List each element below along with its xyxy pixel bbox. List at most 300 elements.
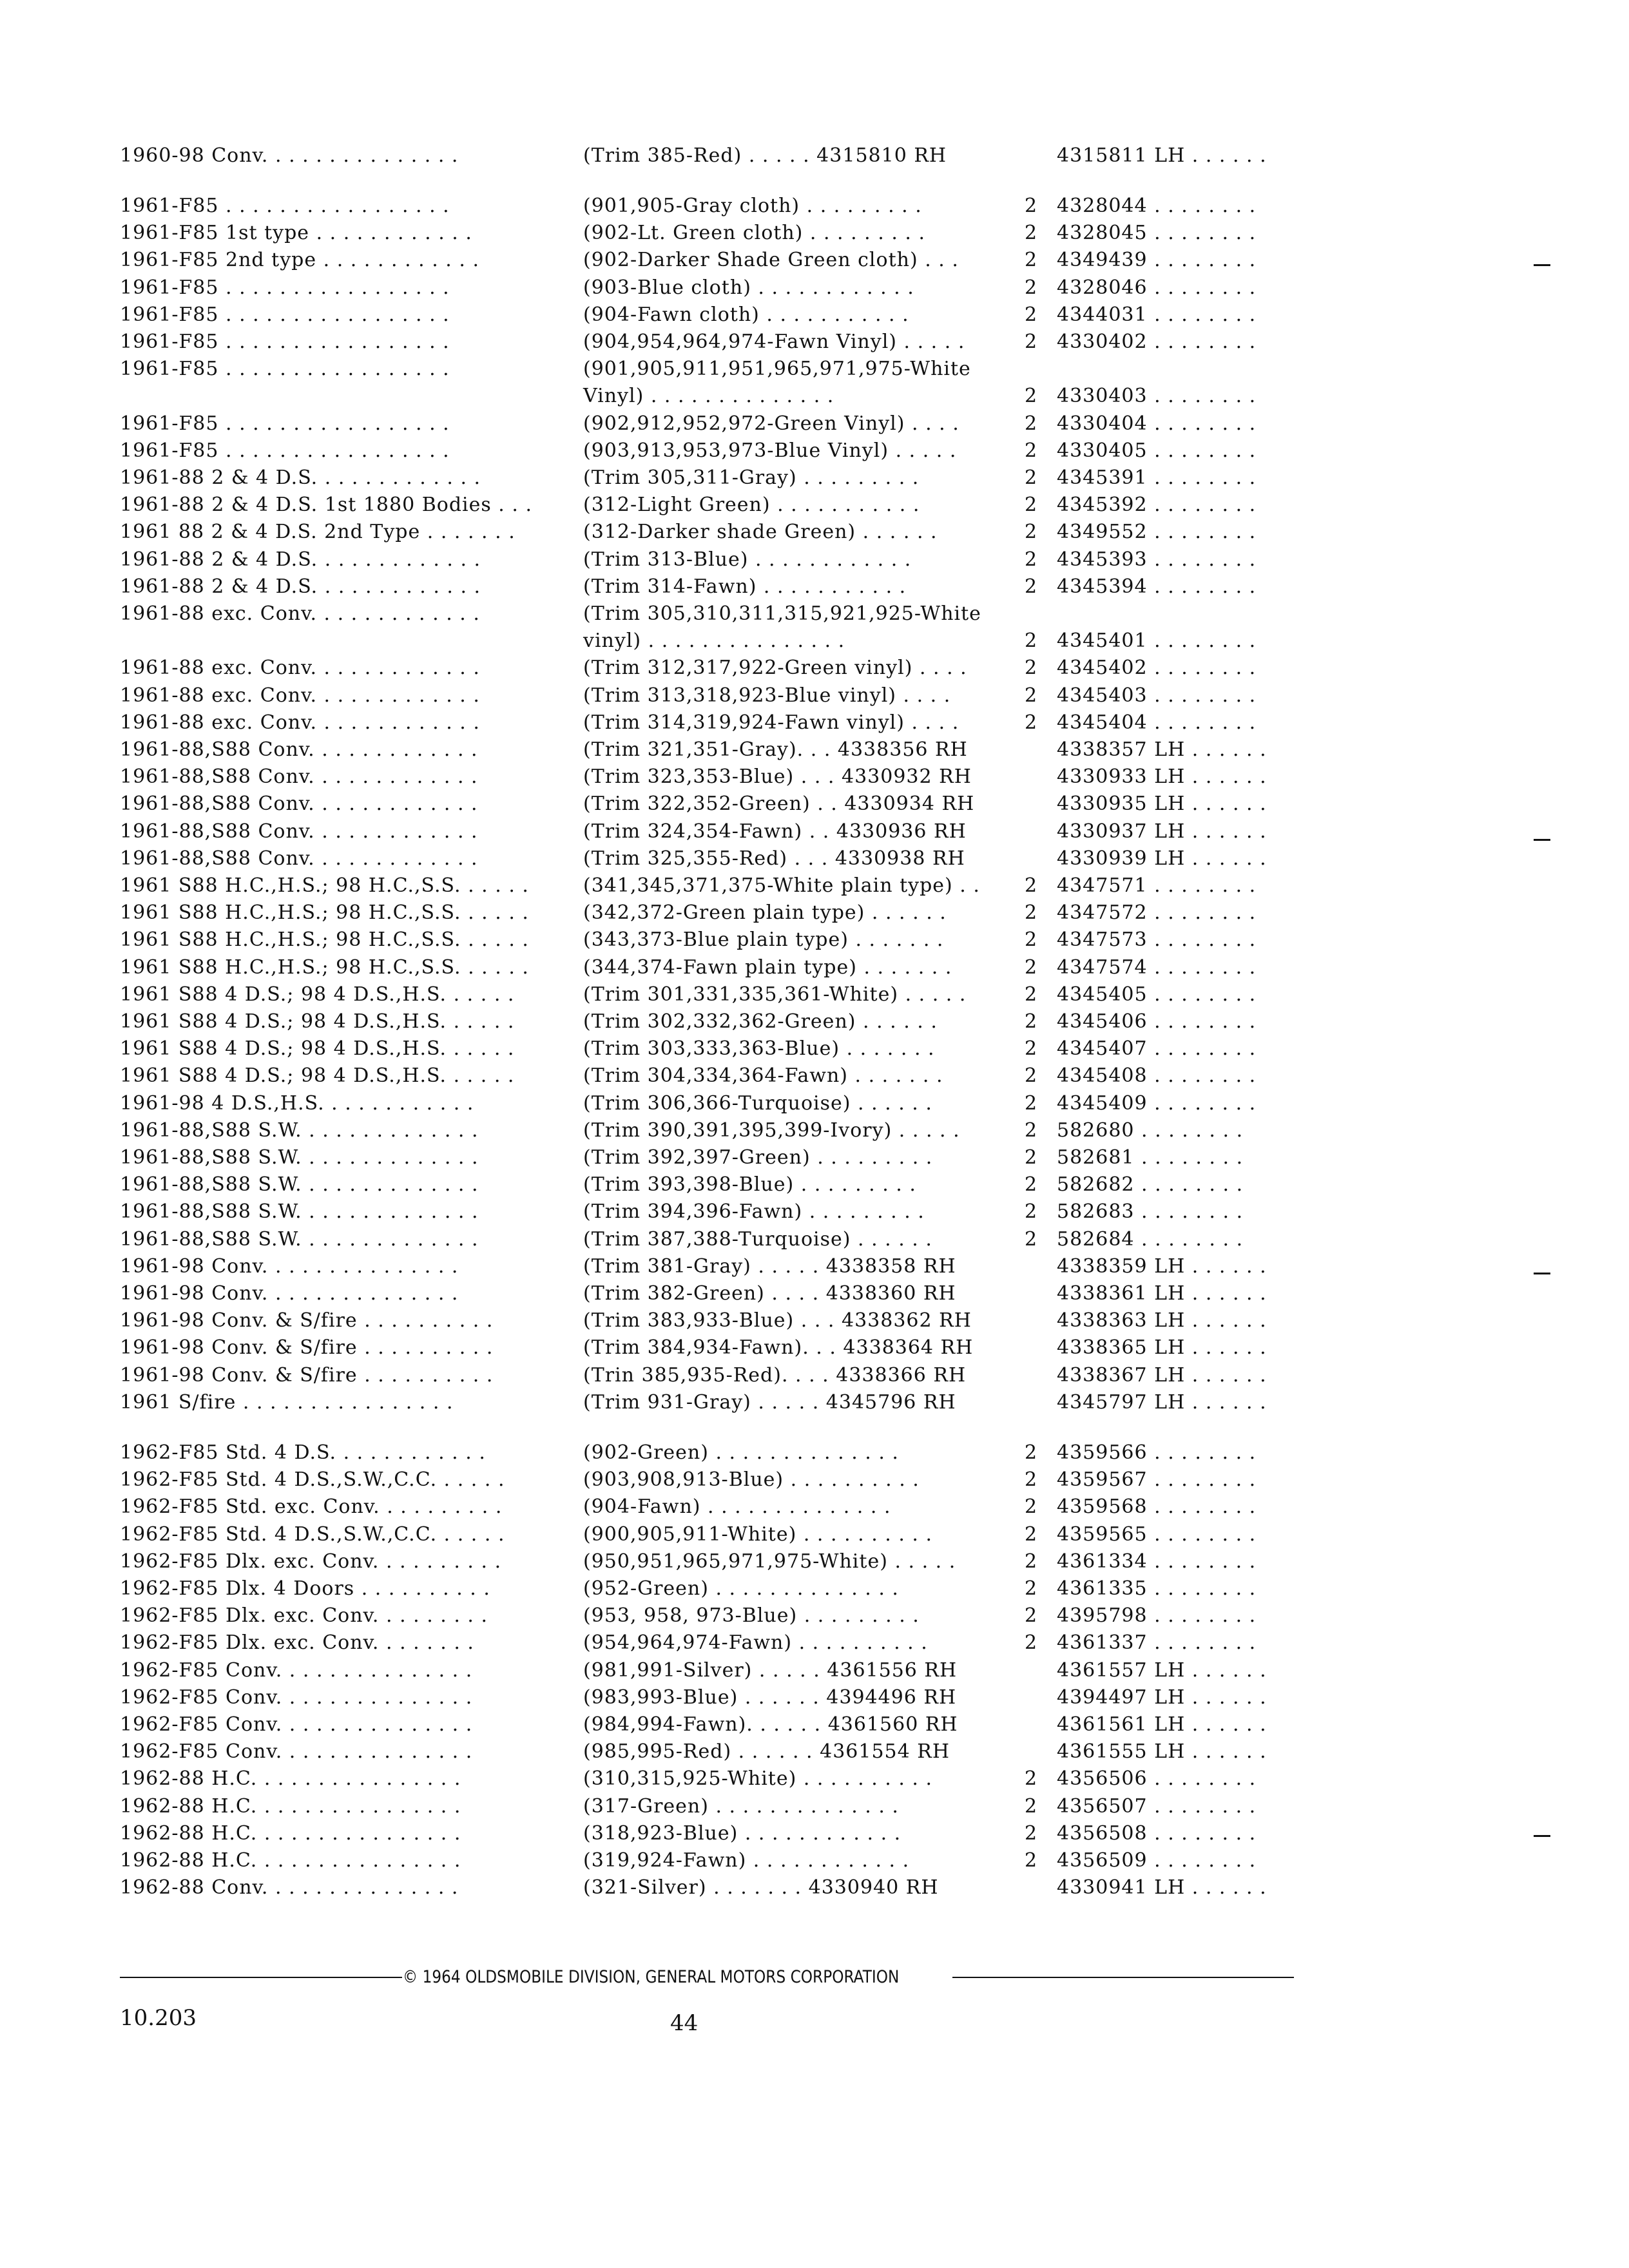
part-number-cell: 4345401 . . . . . . . . — [1057, 629, 1257, 652]
part-number-cell: 4345394 . . . . . . . . — [1057, 575, 1257, 598]
model-cell: 1961 88 2 & 4 D.S. 2nd Type . . . . . . . — [120, 521, 516, 543]
trim-cell: (Trim 325,355-Red) . . . 4330938 RH — [583, 847, 965, 870]
part-number-cell: 4394497 LH . . . . . . — [1057, 1686, 1267, 1709]
model-cell: 1961-98 Conv. . . . . . . . . . . . . . . — [120, 1282, 459, 1305]
part-number-cell: 4338367 LH . . . . . . — [1057, 1364, 1267, 1387]
quantity-cell: 2 — [1025, 1092, 1037, 1115]
model-cell: 1961-98 Conv. & S/fire . . . . . . . . . . — [120, 1309, 494, 1332]
model-cell: 1961-F85 . . . . . . . . . . . . . . . . . — [120, 195, 450, 217]
model-cell: 1961 S88 H.C.,H.S.; 98 H.C.,S.S. . . . . . — [120, 928, 529, 951]
quantity-cell: 2 — [1025, 222, 1037, 244]
part-number-cell: 4330935 LH . . . . . . — [1057, 793, 1267, 815]
quantity-cell: 2 — [1025, 928, 1037, 951]
quantity-cell: 2 — [1025, 1577, 1037, 1600]
quantity-cell: 2 — [1025, 1228, 1037, 1251]
part-number-cell: 4338365 LH . . . . . . — [1057, 1336, 1267, 1359]
part-number-cell: 4356507 . . . . . . . . — [1057, 1795, 1257, 1818]
catalog-row — [0, 1091, 1629, 1117]
trim-cell: (310,315,925-White) . . . . . . . . . . — [583, 1767, 933, 1790]
catalog-row — [0, 1199, 1629, 1225]
model-cell: 1961-98 Conv. . . . . . . . . . . . . . . — [120, 1255, 459, 1278]
catalog-row — [0, 465, 1629, 491]
model-cell: 1961-88,S88 Conv. . . . . . . . . . . . . — [120, 847, 478, 870]
part-number-cell: 4330941 LH . . . . . . — [1057, 1876, 1267, 1899]
quantity-cell: 2 — [1025, 1064, 1037, 1087]
trim-cell: (Trim 394,396-Fawn) . . . . . . . . . — [583, 1200, 925, 1223]
model-cell: 1962-88 H.C. . . . . . . . . . . . . . . . — [120, 1849, 461, 1872]
trim-cell: (Trim 314,319,924-Fawn vinyl) . . . . — [583, 711, 959, 734]
model-cell: 1962-F85 Std. 4 D.S.,S.W.,C.C. . . . . . — [120, 1523, 505, 1546]
model-cell: 1961 S88 4 D.S.; 98 4 D.S.,H.S. . . . . . — [120, 1064, 515, 1087]
trim-cell: (Trim 306,366-Turquoise) . . . . . . — [583, 1092, 932, 1115]
quantity-cell: 2 — [1025, 575, 1037, 598]
catalog-row — [0, 143, 1629, 169]
catalog-row — [0, 1036, 1629, 1062]
trim-cell: (Trim 305,311-Gray) . . . . . . . . . — [583, 466, 920, 489]
copyright-notice: © 1964 OLDSMOBILE DIVISION, GENERAL MOTORS CORPORATION — [403, 1967, 900, 1987]
trim-cell: (985,995-Red) . . . . . . 4361554 RH — [583, 1740, 950, 1763]
trim-cell: (903,908,913-Blue) . . . . . . . . . . — [583, 1468, 920, 1491]
trim-cell: (903-Blue cloth) . . . . . . . . . . . . — [583, 276, 914, 299]
model-cell: 1961-F85 . . . . . . . . . . . . . . . . . — [120, 412, 450, 435]
catalog-row — [0, 302, 1629, 328]
model-cell: 1962-88 H.C. . . . . . . . . . . . . . . . — [120, 1795, 461, 1818]
part-number-cell: 4345392 . . . . . . . . — [1057, 494, 1257, 516]
trim-cell: (Trim 313,318,923-Blue vinyl) . . . . — [583, 684, 951, 707]
trim-cell: (902-Darker Shade Green cloth) . . . — [583, 249, 959, 271]
part-number-cell: 4356506 . . . . . . . . — [1057, 1767, 1257, 1790]
catalog-row — [0, 247, 1629, 273]
trim-cell: (981,991-Silver) . . . . . 4361556 RH — [583, 1659, 958, 1682]
catalog-row — [0, 547, 1629, 573]
trim-cell: (902-Green) . . . . . . . . . . . . . . — [583, 1441, 899, 1464]
model-cell: 1961-F85 . . . . . . . . . . . . . . . . . — [120, 303, 450, 326]
model-cell: 1961-F85 2nd type . . . . . . . . . . . . — [120, 249, 479, 271]
quantity-cell: 2 — [1025, 331, 1037, 353]
part-number-cell: 4361337 . . . . . . . . — [1057, 1631, 1257, 1654]
trim-cell: (Trim 304,334,364-Fawn) . . . . . . . — [583, 1064, 943, 1087]
catalog-row — [0, 1712, 1629, 1738]
quantity-cell: 2 — [1025, 684, 1037, 707]
model-cell: 1961 S88 H.C.,H.S.; 98 H.C.,S.S. . . . . . — [120, 901, 529, 924]
part-number-cell: 4347572 . . . . . . . . — [1057, 901, 1257, 924]
margin-mark — [1534, 1273, 1550, 1274]
quantity-cell: 2 — [1025, 1010, 1037, 1033]
trim-cell: (Trim 324,354-Fawn) . . 4330936 RH — [583, 820, 967, 843]
catalog-row — [0, 574, 1629, 600]
part-number-cell: 582681 . . . . . . . . — [1057, 1146, 1244, 1169]
catalog-row — [0, 737, 1629, 763]
catalog-row — [0, 1172, 1629, 1198]
catalog-row — [0, 900, 1629, 926]
quantity-cell: 2 — [1025, 901, 1037, 924]
quantity-cell: 2 — [1025, 1631, 1037, 1654]
part-number-cell: 4345408 . . . . . . . . — [1057, 1064, 1257, 1087]
quantity-cell: 2 — [1025, 1822, 1037, 1845]
trim-cell: (984,994-Fawn). . . . . . 4361560 RH — [583, 1713, 958, 1736]
catalog-row — [0, 1685, 1629, 1711]
quantity-cell: 2 — [1025, 1146, 1037, 1169]
model-cell: 1961-88 exc. Conv. . . . . . . . . . . . . — [120, 711, 480, 734]
trim-cell: (318,923-Blue) . . . . . . . . . . . . — [583, 1822, 901, 1845]
part-number-cell: 4349439 . . . . . . . . — [1057, 249, 1257, 271]
quantity-cell: 2 — [1025, 521, 1037, 543]
catalog-row — [0, 383, 1629, 409]
model-cell: 1962-F85 Dlx. exc. Conv. . . . . . . . . — [120, 1604, 488, 1627]
catalog-row — [0, 1390, 1629, 1416]
model-cell: 1962-F85 Conv. . . . . . . . . . . . . . . — [120, 1659, 473, 1682]
model-cell: 1961-98 Conv. & S/fire . . . . . . . . . . — [120, 1336, 494, 1359]
quantity-cell: 2 — [1025, 1523, 1037, 1546]
quantity-cell: 2 — [1025, 1604, 1037, 1627]
model-cell: 1962-F85 Conv. . . . . . . . . . . . . . . — [120, 1713, 473, 1736]
part-number-cell: 4345409 . . . . . . . . — [1057, 1092, 1257, 1115]
section-number: 10.203 — [120, 2005, 197, 2031]
part-number-cell: 4338361 LH . . . . . . — [1057, 1282, 1267, 1305]
catalog-row — [0, 791, 1629, 817]
quantity-cell: 2 — [1025, 1795, 1037, 1818]
part-number-cell: 4330405 . . . . . . . . — [1057, 439, 1257, 462]
quantity-cell: 2 — [1025, 1849, 1037, 1872]
trim-cell: (343,373-Blue plain type) . . . . . . . — [583, 928, 944, 951]
catalog-row — [0, 655, 1629, 681]
model-cell: 1962-88 H.C. . . . . . . . . . . . . . . . — [120, 1767, 461, 1790]
model-cell: 1961-88,S88 Conv. . . . . . . . . . . . . — [120, 738, 478, 761]
quantity-cell: 2 — [1025, 1767, 1037, 1790]
part-number-cell: 4345407 . . . . . . . . — [1057, 1037, 1257, 1060]
catalog-row — [0, 519, 1629, 545]
trim-cell: (344,374-Fawn plain type) . . . . . . . — [583, 956, 952, 979]
model-cell: 1962-F85 Dlx. 4 Doors . . . . . . . . . . — [120, 1577, 490, 1600]
model-cell: 1962-F85 Conv. . . . . . . . . . . . . . . — [120, 1740, 473, 1763]
model-cell: 1962-88 Conv. . . . . . . . . . . . . . . — [120, 1876, 459, 1899]
model-cell: 1961-F85 . . . . . . . . . . . . . . . . . — [120, 331, 450, 353]
model-cell: 1962-F85 Dlx. exc. Conv. . . . . . . . — [120, 1631, 474, 1654]
part-number-cell: 4330933 LH . . . . . . — [1057, 765, 1267, 788]
quantity-cell: 2 — [1025, 303, 1037, 326]
model-cell: 1961-88 2 & 4 D.S. 1st 1880 Bodies . . . — [120, 494, 532, 516]
part-number-cell: 4345391 . . . . . . . . — [1057, 466, 1257, 489]
quantity-cell: 2 — [1025, 195, 1037, 217]
catalog-row — [0, 1603, 1629, 1629]
catalog-row — [0, 1335, 1629, 1361]
part-number-cell: 4345393 . . . . . . . . — [1057, 548, 1257, 571]
trim-cell: (900,905,911-White) . . . . . . . . . . — [583, 1523, 933, 1546]
trim-cell: (954,964,974-Fawn) . . . . . . . . . . — [583, 1631, 928, 1654]
part-number-cell: 4345405 . . . . . . . . — [1057, 983, 1257, 1006]
trim-cell: (901,905,911,951,965,971,975-White — [583, 358, 971, 380]
trim-cell: (Trim 382-Green) . . . . 4338360 RH — [583, 1282, 956, 1305]
trim-cell: (950,951,965,971,975-White) . . . . . — [583, 1550, 956, 1573]
model-cell: 1961 S88 4 D.S.; 98 4 D.S.,H.S. . . . . . — [120, 1010, 515, 1033]
catalog-row — [0, 1630, 1629, 1656]
part-number-cell: 4330939 LH . . . . . . — [1057, 847, 1267, 870]
part-number-cell: 4359566 . . . . . . . . — [1057, 1441, 1257, 1464]
trim-cell: Vinyl) . . . . . . . . . . . . . . — [583, 385, 834, 407]
quantity-cell: 2 — [1025, 1119, 1037, 1142]
trim-cell: (Trim 387,388-Turquoise) . . . . . . — [583, 1228, 932, 1251]
part-number-cell: 4345402 . . . . . . . . — [1057, 657, 1257, 679]
quantity-cell: 2 — [1025, 249, 1037, 271]
model-cell: 1961-88,S88 S.W. . . . . . . . . . . . . . — [120, 1200, 479, 1223]
quantity-cell: 2 — [1025, 466, 1037, 489]
catalog-row — [0, 1118, 1629, 1144]
trim-cell: (Trim 301,331,335,361-White) . . . . . — [583, 983, 967, 1006]
trim-cell: vinyl) . . . . . . . . . . . . . . . — [583, 629, 845, 652]
model-cell: 1961 S88 4 D.S.; 98 4 D.S.,H.S. . . . . . — [120, 1037, 515, 1060]
part-number-cell: 582684 . . . . . . . . — [1057, 1228, 1244, 1251]
quantity-cell: 2 — [1025, 629, 1037, 652]
margin-mark — [1534, 264, 1550, 266]
catalog-row — [0, 764, 1629, 790]
part-number-cell: 4344031 . . . . . . . . — [1057, 303, 1257, 326]
quantity-cell: 2 — [1025, 956, 1037, 979]
catalog-row — [0, 1549, 1629, 1575]
trim-cell: (342,372-Green plain type) . . . . . . — [583, 901, 947, 924]
model-cell: 1961-88 exc. Conv. . . . . . . . . . . . . — [120, 684, 480, 707]
catalog-row — [0, 955, 1629, 981]
model-cell: 1962-88 H.C. . . . . . . . . . . . . . . . — [120, 1822, 461, 1845]
trim-cell: (904,954,964,974-Fawn Vinyl) . . . . . — [583, 331, 965, 353]
part-number-cell: 4338359 LH . . . . . . — [1057, 1255, 1267, 1278]
trim-cell: (319,924-Fawn) . . . . . . . . . . . . — [583, 1849, 910, 1872]
quantity-cell: 2 — [1025, 548, 1037, 571]
model-cell: 1961-F85 . . . . . . . . . . . . . . . . . — [120, 276, 450, 299]
trim-cell: (Trim 303,333,363-Blue) . . . . . . . — [583, 1037, 935, 1060]
quantity-cell: 2 — [1025, 1200, 1037, 1223]
catalog-row — [0, 1063, 1629, 1089]
part-number-cell: 4356508 . . . . . . . . — [1057, 1822, 1257, 1845]
quantity-cell: 2 — [1025, 439, 1037, 462]
part-number-cell: 4330404 . . . . . . . . — [1057, 412, 1257, 435]
catalog-row — [0, 1848, 1629, 1874]
trim-cell: (904-Fawn cloth) . . . . . . . . . . . — [583, 303, 909, 326]
part-number-cell: 4359567 . . . . . . . . — [1057, 1468, 1257, 1491]
footer-rule-left — [120, 1977, 402, 1978]
catalog-row — [0, 329, 1629, 355]
catalog-row — [0, 846, 1629, 872]
trim-cell: (Trim 393,398-Blue) . . . . . . . . . — [583, 1173, 916, 1196]
catalog-row — [0, 1576, 1629, 1602]
model-cell: 1960-98 Conv. . . . . . . . . . . . . . . — [120, 144, 459, 167]
model-cell: 1962-F85 Std. 4 D.S.,S.W.,C.C. . . . . . — [120, 1468, 505, 1491]
catalog-row — [0, 1766, 1629, 1792]
catalog-row — [0, 1875, 1629, 1901]
trim-cell: (Trim 381-Gray) . . . . . 4338358 RH — [583, 1255, 956, 1278]
catalog-row — [0, 1522, 1629, 1548]
model-cell: 1961-88,S88 S.W. . . . . . . . . . . . . . — [120, 1228, 479, 1251]
trim-cell: (Trim 321,351-Gray). . . 4338356 RH — [583, 738, 968, 761]
catalog-row — [0, 356, 1629, 382]
model-cell: 1962-F85 Std. 4 D.S. . . . . . . . . . . . — [120, 1441, 486, 1464]
part-number-cell: 4345797 LH . . . . . . — [1057, 1391, 1267, 1414]
catalog-row — [0, 1009, 1629, 1035]
quantity-cell: 2 — [1025, 412, 1037, 435]
catalog-row — [0, 1658, 1629, 1684]
trim-cell: (Trim 302,332,362-Green) . . . . . . — [583, 1010, 938, 1033]
catalog-row — [0, 601, 1629, 627]
part-number-cell: 4361555 LH . . . . . . — [1057, 1740, 1267, 1763]
trim-cell: (321-Silver) . . . . . . . 4330940 RH — [583, 1876, 939, 1899]
part-number-cell: 4361335 . . . . . . . . — [1057, 1577, 1257, 1600]
trim-cell: (Trim 931-Gray) . . . . . 4345796 RH — [583, 1391, 956, 1414]
model-cell: 1961-F85 . . . . . . . . . . . . . . . . . — [120, 358, 450, 380]
trim-cell: (341,345,371,375-White plain type) . . — [583, 874, 980, 897]
trim-cell: (953, 958, 973-Blue) . . . . . . . . . — [583, 1604, 920, 1627]
model-cell: 1961-88,S88 Conv. . . . . . . . . . . . . — [120, 765, 478, 788]
trim-cell: (Trim 323,353-Blue) . . . 4330932 RH — [583, 765, 972, 788]
trim-cell: (903,913,953,973-Blue Vinyl) . . . . . — [583, 439, 957, 462]
model-cell: 1961-88,S88 S.W. . . . . . . . . . . . . . — [120, 1173, 479, 1196]
margin-mark — [1534, 839, 1550, 841]
model-cell: 1961-88 2 & 4 D.S. . . . . . . . . . . . . — [120, 466, 481, 489]
trim-cell: (Trim 384,934-Fawn). . . 4338364 RH — [583, 1336, 974, 1359]
trim-cell: (902,912,952,972-Green Vinyl) . . . . — [583, 412, 959, 435]
catalog-row — [0, 1308, 1629, 1334]
model-cell: 1962-F85 Std. exc. Conv. . . . . . . . . . — [120, 1495, 503, 1518]
model-cell: 1961 S88 H.C.,H.S.; 98 H.C.,S.S. . . . . . — [120, 874, 529, 897]
trim-cell: (904-Fawn) . . . . . . . . . . . . . . — [583, 1495, 891, 1518]
part-number-cell: 4347571 . . . . . . . . — [1057, 874, 1257, 897]
catalog-row — [0, 982, 1629, 1008]
trim-cell: (Trim 322,352-Green) . . 4330934 RH — [583, 793, 975, 815]
catalog-row — [0, 1440, 1629, 1466]
part-number-cell: 4328045 . . . . . . . . — [1057, 222, 1257, 244]
quantity-cell: 2 — [1025, 385, 1037, 407]
model-cell: 1961 S/fire . . . . . . . . . . . . . . . . — [120, 1391, 454, 1414]
model-cell: 1961-88,S88 Conv. . . . . . . . . . . . . — [120, 793, 478, 815]
trim-cell: (902-Lt. Green cloth) . . . . . . . . . — [583, 222, 926, 244]
catalog-row — [0, 710, 1629, 736]
quantity-cell: 2 — [1025, 1037, 1037, 1060]
part-number-cell: 4347573 . . . . . . . . — [1057, 928, 1257, 951]
trim-cell: (Trim 314-Fawn) . . . . . . . . . . . — [583, 575, 907, 598]
trim-cell: (Trim 305,310,311,315,921,925-White — [583, 602, 981, 625]
model-cell: 1961-88 2 & 4 D.S. . . . . . . . . . . . . — [120, 575, 481, 598]
part-number-cell: 4345404 . . . . . . . . — [1057, 711, 1257, 734]
part-number-cell: 4338357 LH . . . . . . — [1057, 738, 1267, 761]
trim-cell: (Trim 390,391,395,399-Ivory) . . . . . — [583, 1119, 960, 1142]
quantity-cell: 2 — [1025, 494, 1037, 516]
part-number-cell: 4345403 . . . . . . . . — [1057, 684, 1257, 707]
catalog-row — [0, 819, 1629, 845]
trim-cell: (983,993-Blue) . . . . . . 4394496 RH — [583, 1686, 957, 1709]
model-cell: 1961-F85 . . . . . . . . . . . . . . . . . — [120, 439, 450, 462]
model-cell: 1961 S88 4 D.S.; 98 4 D.S.,H.S. . . . . . — [120, 983, 515, 1006]
model-cell: 1961-88 exc. Conv. . . . . . . . . . . . . — [120, 657, 480, 679]
trim-cell: (952-Green) . . . . . . . . . . . . . . — [583, 1577, 899, 1600]
trim-cell: (Trim 385-Red) . . . . . 4315810 RH — [583, 144, 947, 167]
part-number-cell: 4361557 LH . . . . . . — [1057, 1659, 1267, 1682]
quantity-cell: 2 — [1025, 1550, 1037, 1573]
quantity-cell: 2 — [1025, 983, 1037, 1006]
part-number-cell: 4356509 . . . . . . . . — [1057, 1849, 1257, 1872]
part-number-cell: 4328046 . . . . . . . . — [1057, 276, 1257, 299]
quantity-cell: 2 — [1025, 1495, 1037, 1518]
catalog-row — [0, 1821, 1629, 1847]
model-cell: 1961-88 exc. Conv. . . . . . . . . . . . . — [120, 602, 480, 625]
catalog-row — [0, 1145, 1629, 1171]
part-number-cell: 582683 . . . . . . . . — [1057, 1200, 1244, 1223]
trim-cell: (317-Green) . . . . . . . . . . . . . . — [583, 1795, 899, 1818]
part-number-cell: 4330937 LH . . . . . . — [1057, 820, 1267, 843]
model-cell: 1962-F85 Dlx. exc. Conv. . . . . . . . . . — [120, 1550, 502, 1573]
footer-rule-right — [952, 1977, 1294, 1978]
trim-cell: (312-Light Green) . . . . . . . . . . . — [583, 494, 920, 516]
part-number-cell: 4361561 LH . . . . . . — [1057, 1713, 1267, 1736]
catalog-row — [0, 492, 1629, 518]
catalog-row — [0, 1363, 1629, 1389]
part-number-cell: 4347574 . . . . . . . . — [1057, 956, 1257, 979]
quantity-cell: 2 — [1025, 874, 1037, 897]
catalog-row — [0, 193, 1629, 219]
catalog-row — [0, 1254, 1629, 1280]
part-number-cell: 4315811 LH . . . . . . — [1057, 144, 1267, 167]
trim-cell: (312-Darker shade Green) . . . . . . — [583, 521, 938, 543]
model-cell: 1962-F85 Conv. . . . . . . . . . . . . . . — [120, 1686, 473, 1709]
trim-cell: (901,905-Gray cloth) . . . . . . . . . — [583, 195, 922, 217]
part-number-cell: 4330403 . . . . . . . . — [1057, 385, 1257, 407]
part-number-cell: 4395798 . . . . . . . . — [1057, 1604, 1257, 1627]
part-number-cell: 4359568 . . . . . . . . — [1057, 1495, 1257, 1518]
part-number-cell: 4359565 . . . . . . . . — [1057, 1523, 1257, 1546]
page-number: 44 — [670, 2010, 699, 2036]
catalog-row — [0, 275, 1629, 301]
trim-cell: (Trin 385,935-Red). . . . 4338366 RH — [583, 1364, 967, 1387]
quantity-cell: 2 — [1025, 1173, 1037, 1196]
catalog-row — [0, 873, 1629, 899]
quantity-cell: 2 — [1025, 657, 1037, 679]
part-number-cell: 582680 . . . . . . . . — [1057, 1119, 1244, 1142]
catalog-row — [0, 1739, 1629, 1765]
quantity-cell: 2 — [1025, 1468, 1037, 1491]
catalog-row — [0, 1227, 1629, 1253]
model-cell: 1961-F85 1st type . . . . . . . . . . . . — [120, 222, 472, 244]
catalog-row — [0, 927, 1629, 953]
part-number-cell: 4338363 LH . . . . . . — [1057, 1309, 1267, 1332]
trim-cell: (Trim 313-Blue) . . . . . . . . . . . . — [583, 548, 912, 571]
quantity-cell: 2 — [1025, 276, 1037, 299]
catalog-row — [0, 1794, 1629, 1820]
part-number-cell: 4361334 . . . . . . . . — [1057, 1550, 1257, 1573]
trim-cell: (Trim 383,933-Blue) . . . 4338362 RH — [583, 1309, 972, 1332]
part-number-cell: 4345406 . . . . . . . . — [1057, 1010, 1257, 1033]
catalog-row — [0, 438, 1629, 464]
catalog-row — [0, 683, 1629, 709]
catalog-row — [0, 628, 1629, 654]
catalog-row — [0, 1494, 1629, 1520]
margin-mark — [1534, 1835, 1550, 1837]
trim-cell: (Trim 312,317,922-Green vinyl) . . . . — [583, 657, 967, 679]
catalog-row — [0, 1467, 1629, 1493]
part-number-cell: 4328044 . . . . . . . . — [1057, 195, 1257, 217]
model-cell: 1961-88,S88 S.W. . . . . . . . . . . . . . — [120, 1119, 479, 1142]
catalog-row — [0, 220, 1629, 246]
model-cell: 1961-98 Conv. & S/fire . . . . . . . . . . — [120, 1364, 494, 1387]
model-cell: 1961-88 2 & 4 D.S. . . . . . . . . . . . . — [120, 548, 481, 571]
quantity-cell: 2 — [1025, 711, 1037, 734]
part-number-cell: 4349552 . . . . . . . . — [1057, 521, 1257, 543]
catalog-row — [0, 1281, 1629, 1307]
part-number-cell: 582682 . . . . . . . . — [1057, 1173, 1244, 1196]
model-cell: 1961-88,S88 S.W. . . . . . . . . . . . . . — [120, 1146, 479, 1169]
quantity-cell: 2 — [1025, 1441, 1037, 1464]
part-number-cell: 4330402 . . . . . . . . — [1057, 331, 1257, 353]
trim-cell: (Trim 392,397-Green) . . . . . . . . . — [583, 1146, 933, 1169]
model-cell: 1961 S88 H.C.,H.S.; 98 H.C.,S.S. . . . . . — [120, 956, 529, 979]
model-cell: 1961-98 4 D.S.,H.S. . . . . . . . . . . . — [120, 1092, 474, 1115]
catalog-row — [0, 411, 1629, 437]
